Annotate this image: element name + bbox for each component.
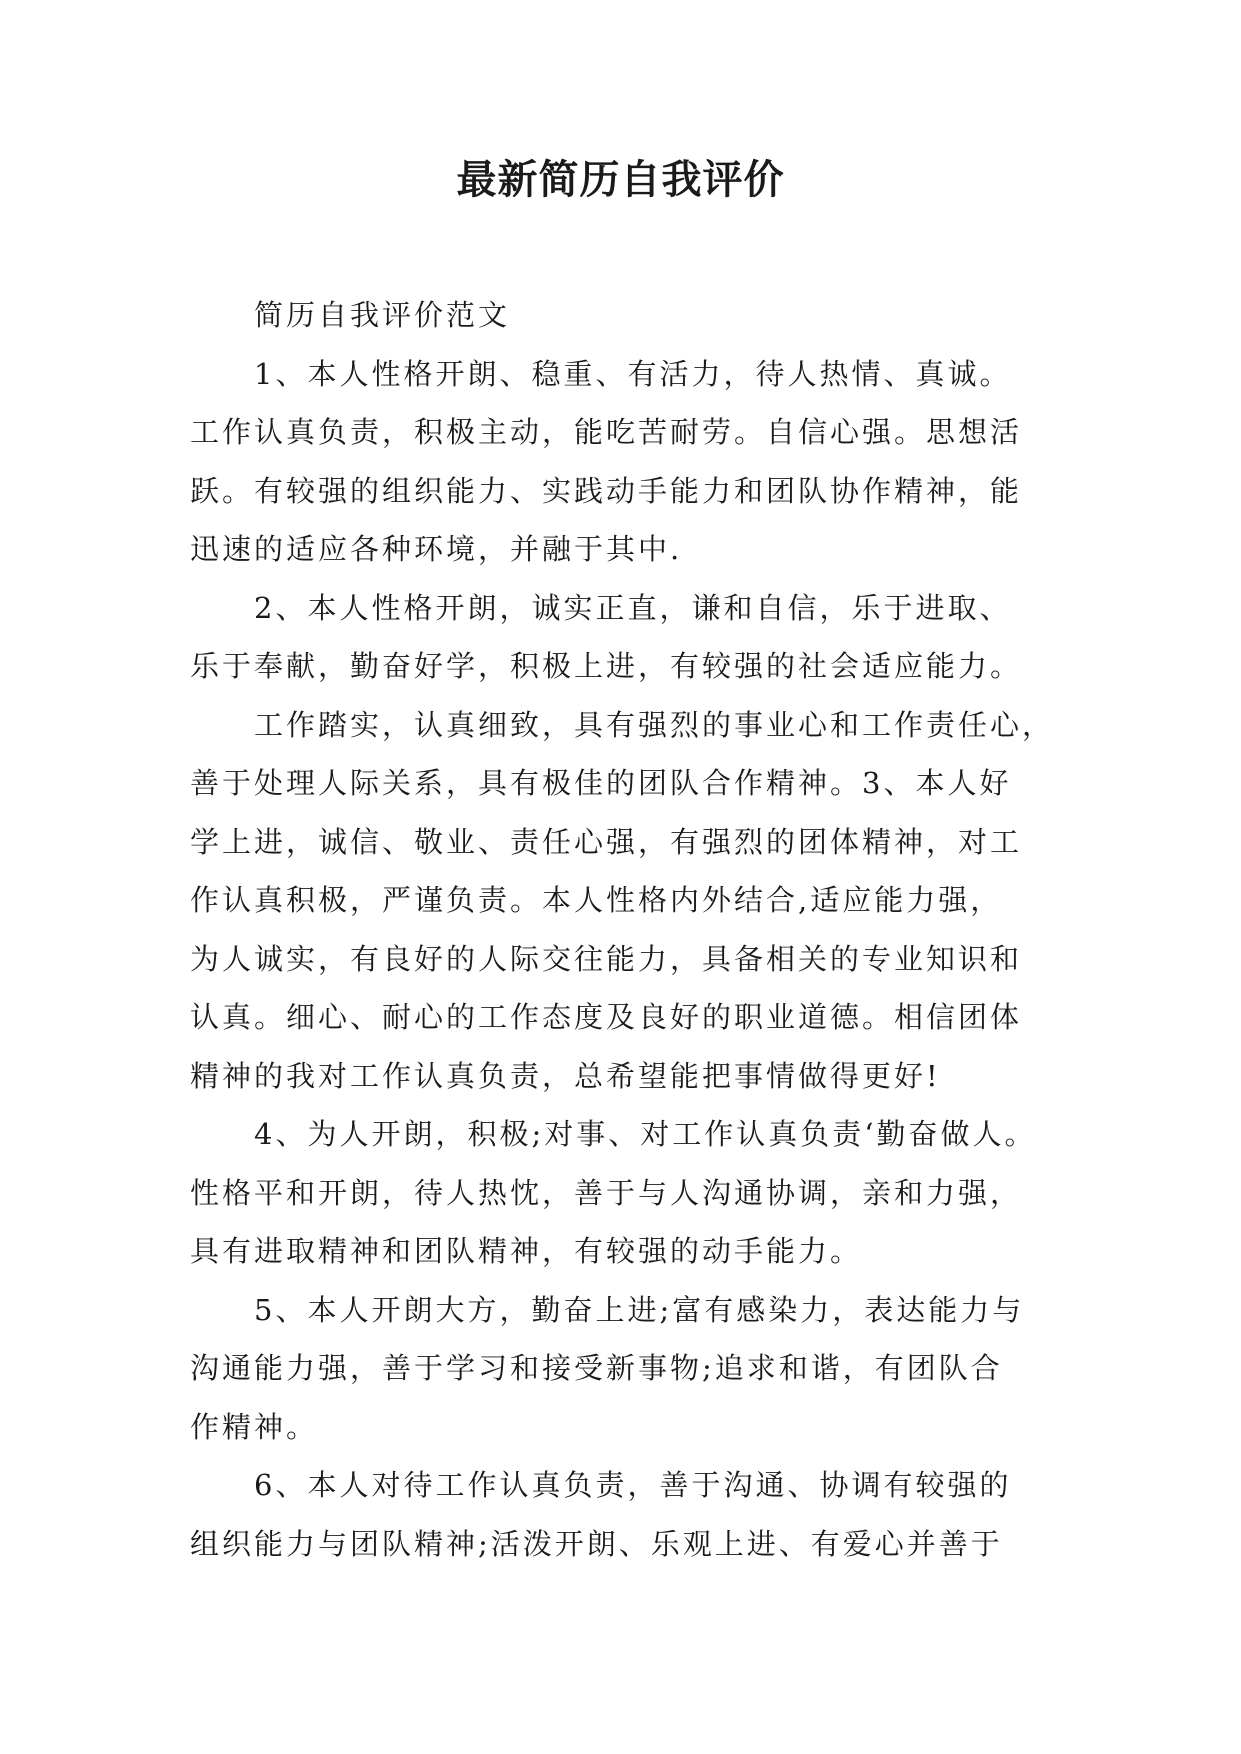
text-line: 作认真积极，严谨负责。本人性格内外结合,适应能力强，	[190, 883, 1003, 917]
text-line: 作精神。	[190, 1409, 319, 1444]
document-body	[190, 286, 1060, 1573]
text-line: 迅速的适应各种环境，并融于其中.	[190, 532, 683, 566]
text-line: 学上进，诚信、敬业、责任心强，有强烈的团体精神，对工	[190, 824, 1023, 859]
text-line: 为人诚实，有良好的人际交往能力，具备相关的专业知识和	[190, 941, 1023, 976]
text-line: 组织能力与团队精神;活泼开朗、乐观上进、有爱心并善于	[190, 1526, 1003, 1561]
text-line: 工作认真负责，积极主动，能吃苦耐劳。自信心强。思想活	[190, 415, 1023, 449]
page-title: 最新简历自我评价	[456, 157, 785, 203]
text-line: 乐于奉献，勤奋好学，积极上进，有较强的社会适应能力。	[190, 649, 1023, 683]
text-line: 沟通能力强，善于学习和接受新事物;追求和谐，有团队合	[190, 1351, 1003, 1385]
text-line: 2、本人性格开朗，诚实正直，谦和自信，乐于进取、	[254, 590, 1012, 625]
text-line: 精神的我对工作认真负责，总希望能把事情做得更好!	[190, 1058, 941, 1093]
text-line: 认真。细心、耐心的工作态度及良好的职业道德。相信团体	[190, 1000, 1023, 1034]
text-line: 4、为人开朗，积极;对事、对工作认真负责‘勤奋做人。	[254, 1117, 1037, 1151]
text-line: 6、本人对待工作认真负责，善于沟通、协调有较强的	[254, 1468, 1012, 1502]
text-line: 1、本人性格开朗、稳重、有活力，待人热情、真诚。	[254, 356, 1012, 391]
text-line: 简历自我评价范文	[254, 298, 511, 332]
text-line: 工作踏实，认真细致，具有强烈的事业心和工作责任心，	[254, 707, 1055, 742]
text-line: 5、本人开朗大方，勤奋上进;富有感染力，表达能力与	[254, 1292, 1025, 1327]
text-line: 善于处理人际关系，具有极佳的团队合作精神。3、本人好	[190, 766, 1012, 800]
text-line: 具有进取精神和团队精神，有较强的动手能力。	[190, 1234, 863, 1268]
text-line: 性格平和开朗，待人热忱，善于与人沟通协调，亲和力强，	[190, 1175, 1023, 1210]
text-line: 跃。有较强的组织能力、实践动手能力和团队协作精神，能	[190, 473, 1023, 508]
